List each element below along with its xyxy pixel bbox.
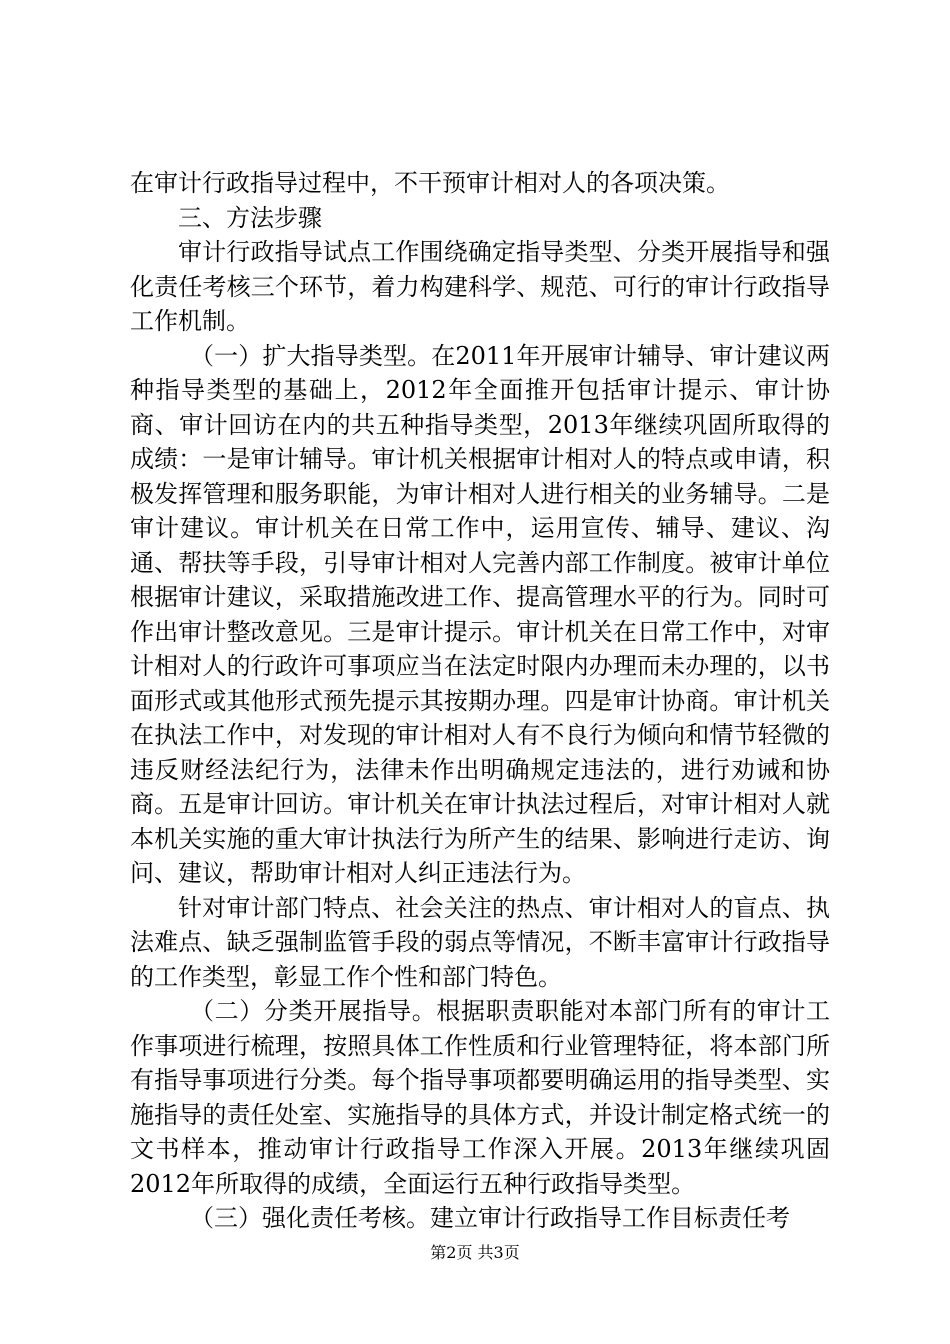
section-heading-methods: 三、方法步骤 — [178, 203, 322, 232]
document-body — [130, 166, 830, 1236]
page-footer — [0, 1243, 950, 1263]
paragraph-responsibility-assessment: （三）强化责任考核。建立审计行政指导工作目标责任考 — [190, 1204, 790, 1232]
page-number: 第2页 共3页 — [430, 1243, 520, 1262]
paragraph-classified-guidance: （二）分类开展指导。根据职责职能对本部门所有的审计工作事项进行梳理，按照具体工作性质和行业管理特征，将本部门所有指导事项进行分类。每个指导事项都要明确运用的指导类型、实施指导的责任处室、实施指导的具体方式，并设计制定格式统一的文书样本，推动审计行政指导工作深入开展。2013年继续巩固2012年所取得的成绩，全面运行五种行政指导类型。 — [130, 997, 830, 1198]
paragraph-expand-types: （一）扩大指导类型。在2011年开展审计辅导、审计建议两种指导类型的基础上，2012年全面推开包括审计提示、审计协商、审计回访在内的共五种指导类型，2013年继续巩固所取得的成绩：一是审计辅导。审计机关根据审计相对人的特点或申请，积极发挥管理和服务职能，为审计相对人进行相关的业务辅导。二是审计建议。审计机关在日常工作中，运用宣传、辅导、建议、沟通、帮扶等手段，引导审计相对人完善内部工作制度。被审计单位根据审计建议，采取措施改进工作、提高管理水平的行为。同时可作出审计整改意见。三是审计提示。审计机关在日常工作中，对审计相对人的行政许可事项应当在法定时限内办理而未办理的，以书面形式或其他形式预先提示其按期办理。四是审计协商。审计机关在执法工作中，对发现的审计相对人有不良行为倾向和情节轻微的违反财经法纪行为，法律未作出明确规定违法的，进行劝诫和协商。五是审计回访。审计机关在审计执法过程后，对审计相对人就本机关实施的重大审计执法行为所产生的结果、影响进行走访、询问、建议，帮助审计相对人纠正违法行为。 — [130, 341, 830, 887]
paragraph-overview: 审计行政指导试点工作围绕确定指导类型、分类开展指导和强化责任考核三个环节，着力构建科学、规范、可行的审计行政指导工作机制。 — [130, 238, 830, 335]
paragraph-focus: 针对审计部门特点、社会关注的热点、审计相对人的盲点、执法难点、缺乏强制监管手段的弱点等情况，不断丰富审计行政指导的工作类型，彰显工作个性和部门特色。 — [130, 893, 830, 991]
paragraph-continuation: 在审计行政指导过程中，不干预审计相对人的各项决策。 — [130, 169, 730, 197]
